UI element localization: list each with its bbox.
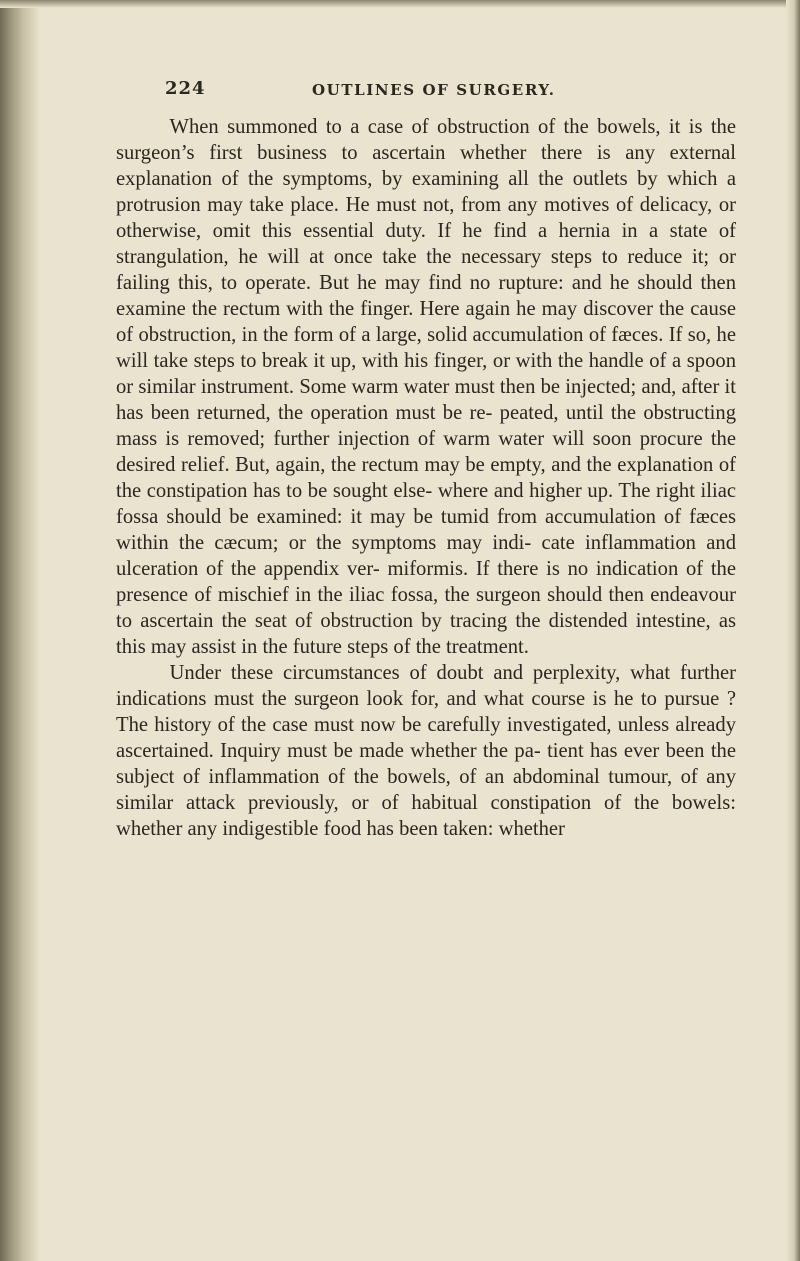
binding-shadow	[0, 0, 40, 1261]
body-text	[116, 114, 736, 842]
paragraph-1: When summoned to a case of obstruction of the bowels, it is the surgeon’s first business to ascertain whether there is any external explanation of the symptoms, by examining all the outlets by which a protrusion may take place. He must not, from any motives of delicacy, or otherwise, omit this essential duty. If he find a hernia in a state of strangulation, he will at once take the necessary steps to reduce it; or failing this, to operate. But he may find no rupture: and he should then examine the rectum with the finger. Here again he may discover the cause of obstruction, in the form of a large, solid accumulation of fæces. If so, he will take steps to break it up, with his finger, or with the handle of a spoon or similar instrument. Some warm water must then be injected; and, after it has been returned, the operation must be re- peated, until the obstructing mass is removed; further injection of warm water will soon procure the desired relief. But, again, the rectum may be empty, and the explanation of the constipation has to be sought else- where and higher up. The right iliac fossa should be examined: it may be tumid from accumulation of fæces within the cæcum; or the symptoms may indi- cate inflammation and ulceration of the appendix ver- miformis. If there is no indication of the presence of mischief in the iliac fossa, the surgeon should then endeavour to ascertain the seat of obstruction by tracing the distended intestine, as this may assist in the future steps of the treatment.	[116, 116, 736, 658]
running-head: OUTLINES OF SURGERY.	[312, 81, 556, 99]
page-number: 224	[165, 78, 206, 99]
paragraph-2: Under these circumstances of doubt and perplexity, what further indications must the surgeon look for, and what course is he to pursue ? The history of the case must now be carefully investigated, unless already ascertained. Inquiry must be made whether the pa- tient has ever been the subject of inflammation of the bowels, of an abdominal tumour, of any similar attack previously, or of habitual constipation of the bowels: whether any indigestible food has been taken: whether	[116, 662, 736, 840]
book-page	[116, 0, 736, 842]
right-page-edge	[786, 0, 800, 1261]
page-header	[116, 78, 736, 114]
